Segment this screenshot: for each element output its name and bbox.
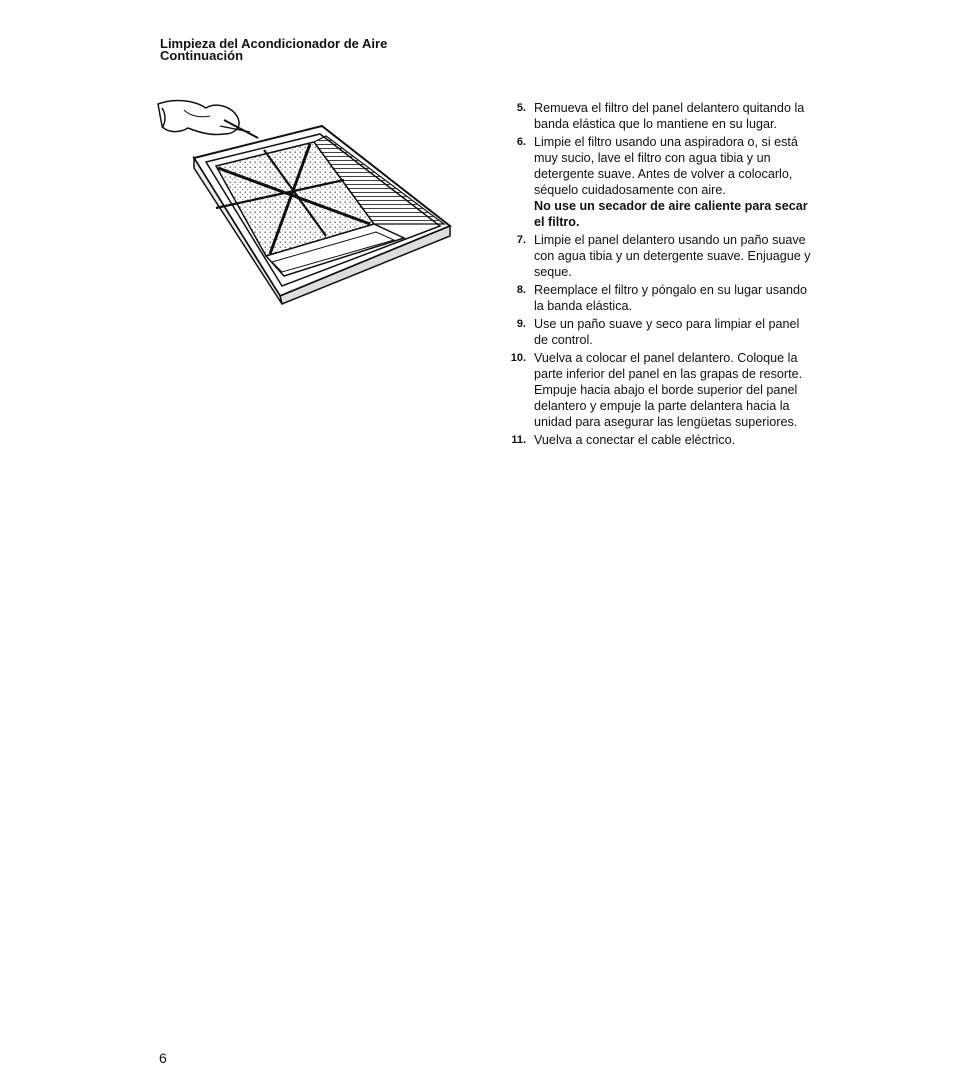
step-number: 6. [516, 136, 526, 148]
list-item [504, 350, 816, 430]
step-number: 7. [516, 234, 526, 246]
section-title: Limpieza del Acondicionador de Aire [160, 36, 388, 51]
list-item [504, 432, 816, 448]
step-text: Vuelva a conectar el cable eléctrico. [534, 433, 736, 447]
step-number: 8. [516, 284, 526, 296]
list-item [504, 100, 816, 132]
step-text: Limpie el panel delantero usando un paño suave con agua tibia y un detergente suave. Enjuague y seque. [534, 233, 811, 279]
step-text: Reemplace el filtro y póngalo en su lugar usando la banda elástica. [534, 283, 808, 313]
step-text: Remueva el filtro del panel delantero quitando la banda elástica que lo mantiene en su lugar. [534, 101, 805, 131]
step-number: 5. [516, 102, 526, 114]
cleaning-steps-list [504, 100, 816, 450]
list-item [504, 282, 816, 314]
list-item [504, 232, 816, 280]
step-number: 10. [510, 352, 526, 364]
section-heading [160, 38, 387, 62]
step-warning: No use un secador de aire caliente para secar el filtro. [534, 199, 808, 229]
list-item [504, 316, 816, 348]
section-subtitle: Continuación [160, 48, 244, 63]
step-text: Vuelva a colocar el panel delantero. Coloque la parte inferior del panel en las grapas de resorte. Empuje hacia abajo el borde superior del panel delantero y empuje la parte delantera hacia la unidad para asegurar las lengüetas superiores. [534, 351, 803, 429]
filter-removal-illustration [154, 96, 454, 306]
step-text: Limpie el filtro usando una aspiradora o, si está muy sucio, lave el filtro con agua tibia y un detergente suave. Antes de volver a colocarlo, séquelo cuidadosamente con aire. [534, 135, 798, 197]
step-number: 11. [511, 434, 526, 446]
list-item [504, 134, 816, 230]
page-number: 6 [159, 1050, 167, 1066]
step-number: 9. [516, 318, 526, 330]
step-text: Use un paño suave y seco para limpiar el panel de control. [534, 317, 800, 347]
